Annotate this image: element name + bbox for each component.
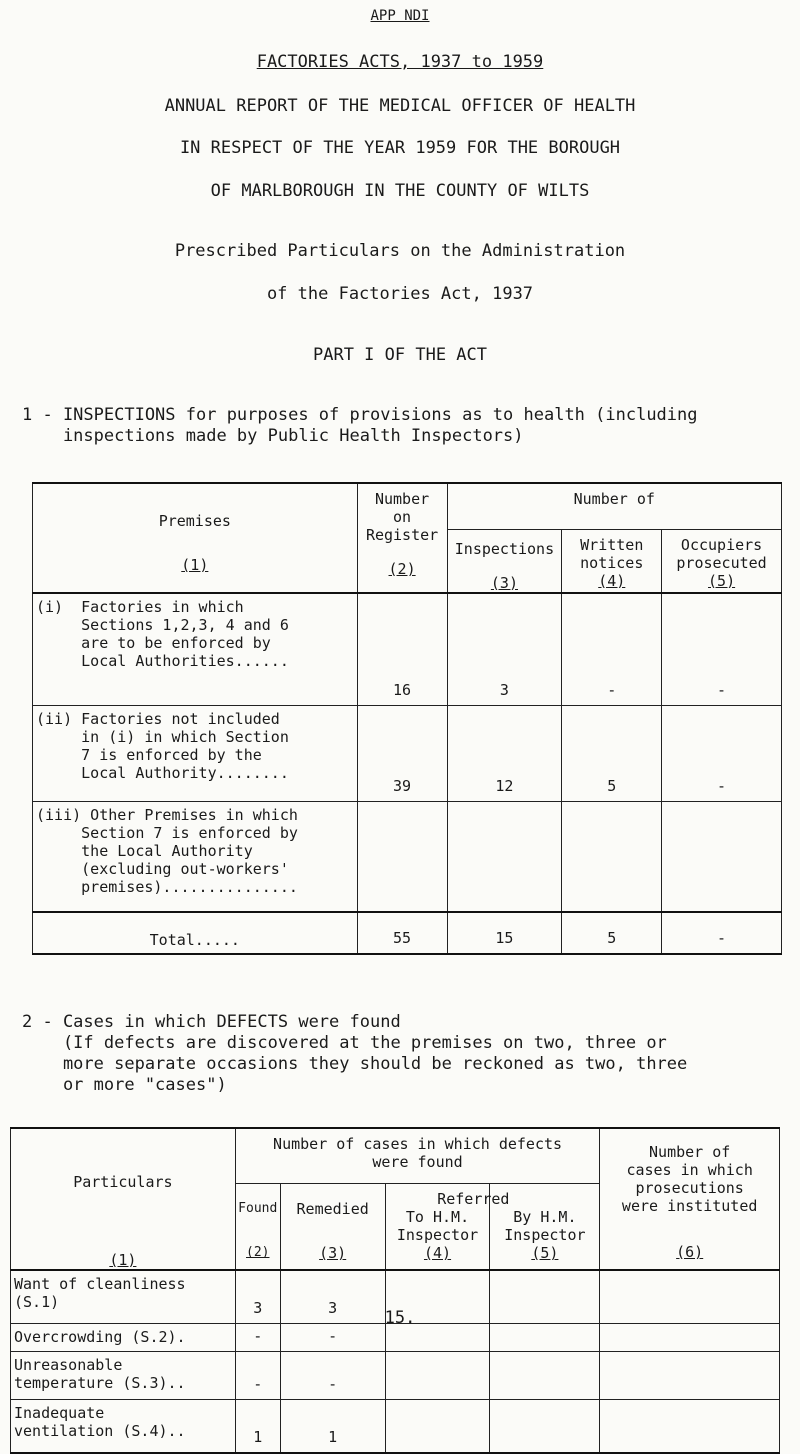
- cell: 12: [447, 706, 562, 802]
- cell: -: [235, 1351, 280, 1399]
- report-line-3: OF MARLBOROUGH IN THE COUNTY OF WILTS: [210, 181, 590, 201]
- cell: 5: [562, 912, 662, 954]
- appendix-label: APP NDI: [370, 8, 430, 24]
- col-written-notices: Written notices (4): [562, 529, 662, 593]
- section2-heading-2: (If defects are discovered at the premises on two, three or: [22, 1033, 667, 1053]
- report-line-1: ANNUAL REPORT OF THE MEDICAL OFFICER OF HEALTH: [164, 96, 636, 116]
- cell: 55: [357, 912, 447, 954]
- report-line-2: IN RESPECT OF THE YEAR 1959 FOR THE BOROUGH: [179, 138, 621, 158]
- row-label: Inadequate ventilation (S.4)..: [11, 1399, 236, 1453]
- total-label: Total.....: [33, 912, 358, 954]
- cell: -: [662, 593, 782, 706]
- col-premises: Premises (1): [33, 483, 358, 593]
- cell: -: [280, 1323, 385, 1351]
- cell: -: [235, 1323, 280, 1351]
- section2-heading-3: more separate occasions they should be reckoned as two, three: [22, 1054, 688, 1074]
- col-cases-found: Number of cases in which defects were found: [235, 1128, 600, 1184]
- cell: 3: [235, 1270, 280, 1323]
- cell: -: [662, 912, 782, 954]
- row-label: Overcrowding (S.2).: [11, 1323, 236, 1351]
- act-title: FACTORIES ACTS, 1937 to 1959: [256, 52, 544, 72]
- section1-heading-2: inspections made by Public Health Inspectors): [22, 426, 524, 446]
- table-row: [33, 802, 782, 912]
- cell: 5: [562, 706, 662, 802]
- cell: -: [562, 593, 662, 706]
- total-row: [33, 912, 782, 954]
- table-row: [11, 1399, 780, 1453]
- col-number-on-register: Number on Register (2): [357, 483, 447, 593]
- col-particulars: Particulars (1): [11, 1128, 236, 1270]
- col-found: Found (2): [235, 1184, 280, 1270]
- col-to-hm-inspector: Referred To H.M. Inspector (4): [385, 1184, 490, 1270]
- row-label: Unreasonable temperature (S.3)..: [11, 1351, 236, 1399]
- col-prosecutions: Number of cases in which prosecutions were instituted (6): [600, 1128, 780, 1270]
- table-row: [33, 706, 782, 802]
- col-remedied: Remedied (3): [280, 1184, 385, 1270]
- page-number: 15.: [384, 1308, 416, 1328]
- section1-heading-1: 1 - INSPECTIONS for purposes of provisions as to health (including: [22, 405, 698, 425]
- cell: 3: [447, 593, 562, 706]
- cell: 39: [357, 706, 447, 802]
- part-heading: PART I OF THE ACT: [313, 345, 487, 365]
- row-label: (ii) Factories not included in (i) in which Section 7 is enforced by the Local Authority........: [33, 706, 358, 802]
- cell: 1: [235, 1399, 280, 1453]
- col-by-hm-inspector: By H.M. Inspector (5): [490, 1184, 600, 1270]
- section2-heading-4: or more "cases"): [22, 1075, 227, 1095]
- cell: -: [662, 706, 782, 802]
- defects-table: [10, 1127, 780, 1454]
- cell: -: [280, 1351, 385, 1399]
- col-number-of: Number of: [447, 483, 782, 529]
- cell: 1: [280, 1399, 385, 1453]
- col-occupiers-prosecuted: Occupiers prosecuted (5): [662, 529, 782, 593]
- section2-heading-1: 2 - Cases in which DEFECTS were found: [22, 1012, 401, 1032]
- col-inspections: Inspections (3): [447, 529, 562, 593]
- cell: 15: [447, 912, 562, 954]
- inspections-table: [32, 482, 782, 955]
- row-label: (iii) Other Premises in which Section 7 is enforced by the Local Authority (excluding out-workers' premises)...............: [33, 802, 358, 912]
- cell: 16: [357, 593, 447, 706]
- prescribed-line-2: of the Factories Act, 1937: [266, 284, 534, 304]
- cell: 3: [280, 1270, 385, 1323]
- row-label: (i) Factories in which Sections 1,2,3, 4 and 6 are to be enforced by Local Authorities......: [33, 593, 358, 706]
- prescribed-line-1: Prescribed Particulars on the Administration: [174, 241, 626, 261]
- table-row: [33, 593, 782, 706]
- row-label: Want of cleanliness (S.1): [11, 1270, 236, 1323]
- table-row: [11, 1351, 780, 1399]
